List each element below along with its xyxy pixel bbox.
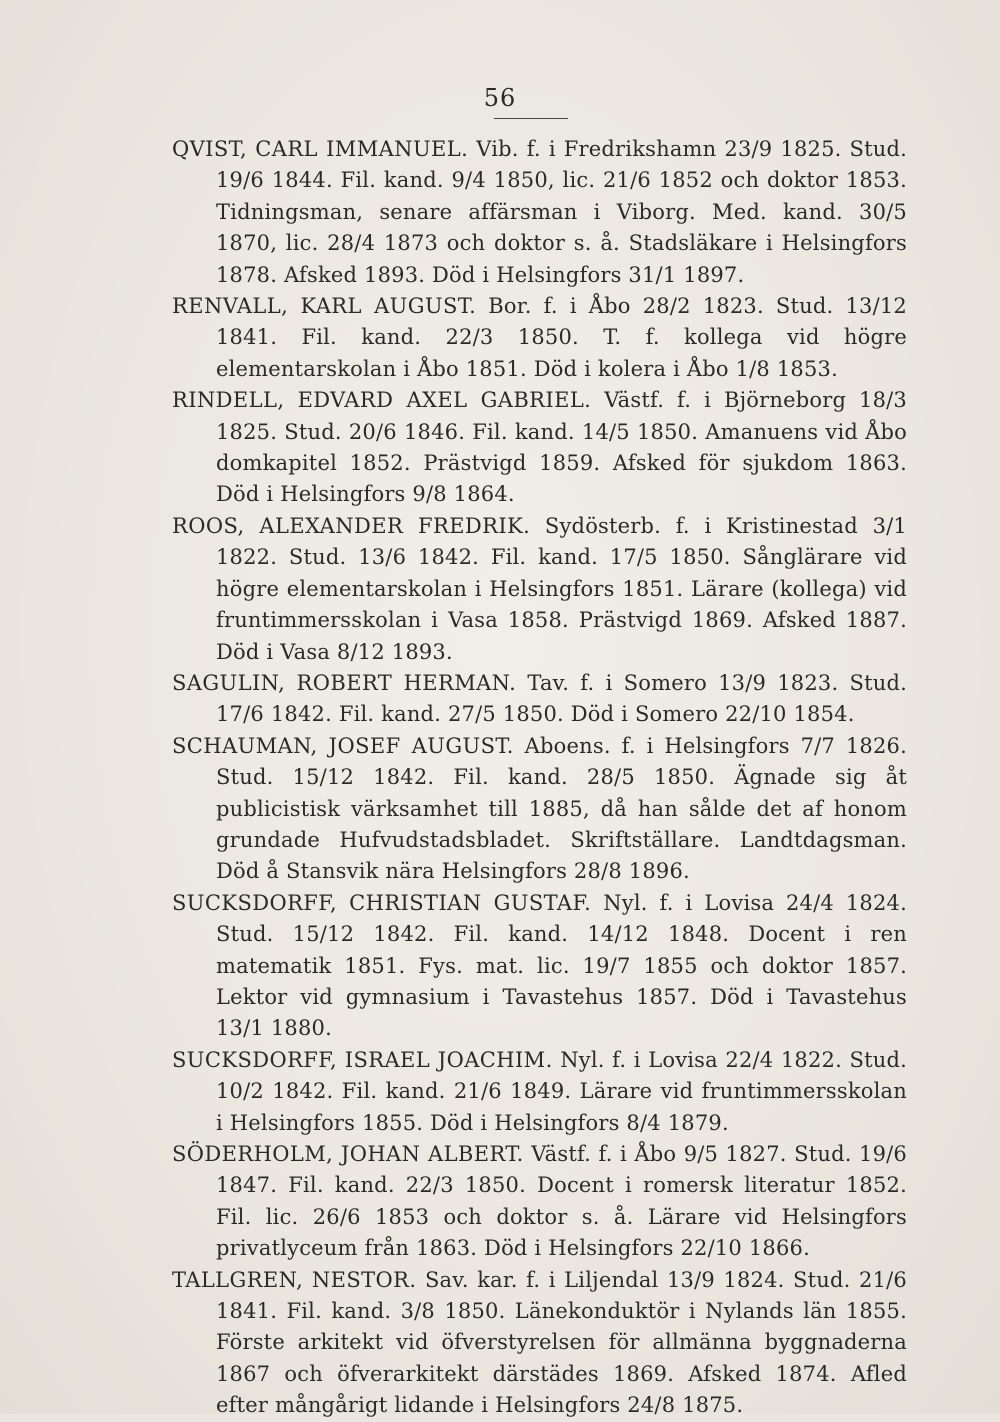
- entry-name: SUCKSDORFF, ISRAEL JOACHIM.: [172, 1047, 553, 1072]
- entry-sucksdorff-christian: [172, 888, 907, 1045]
- page-number-rule: [494, 118, 568, 119]
- biographical-entries: [172, 134, 907, 1422]
- entry-text: Västf. f. i Björneborg 18/3 1825. Stud. 20/6 1846. Fil. kand. 14/5 1850. Amanuens vid Åbo domkapitel 1852. Prästvigd 1859. Afsked för sjukdom 1863. Död i Helsingfors 9/8 1864.: [216, 388, 907, 507]
- entry-qvist: [172, 134, 907, 291]
- entry-name: RENVALL, KARL AUGUST.: [172, 294, 477, 319]
- entry-renvall: [172, 291, 907, 385]
- entry-rindell: [172, 385, 907, 511]
- entry-tallgren: [172, 1265, 907, 1422]
- entry-name: ROOS, ALEXANDER FREDRIK.: [172, 513, 531, 538]
- entry-text: Tav. f. i Somero 13/9 1823. Stud. 17/6 1842. Fil. kand. 27/5 1850. Död i Somero 22/10 1854.: [216, 670, 908, 727]
- entry-text: Sydösterb. f. i Kristinestad 3/1 1822. Stud. 13/6 1842. Fil. kand. 17/5 1850. Sånglärare vid högre elementarskolan i Helsingfors 1851. Lärare (kollega) vid fruntimmersskolan i Vasa 1858. Prästvigd 1869. Afsked 1887. Död i Vasa 8/12 1893.: [216, 513, 907, 664]
- entry-roos: [172, 511, 907, 668]
- entry-text: Sav. kar. f. i Liljendal 13/9 1824. Stud. 21/6 1841. Fil. kand. 3/8 1850. Länekonduktör i Nylands län 1855. Förste arkitekt vid öfverstyrelsen för allmänna byggnaderna 1867 och öfverarkitekt därstädes 1869. Afsked 1874. Afled efter mångårigt lidande i Helsingfors 24/8 1875.: [216, 1267, 907, 1418]
- entry-text: Bor. f. i Åbo 28/2 1823. Stud. 13/12 1841. Fil. kand. 22/3 1850. T. f. kollega vid högre elementarskolan i Åbo 1851. Död i kolera i Åbo 1/8 1853.: [216, 294, 907, 381]
- entry-name: RINDELL, EDVARD AXEL GABRIEL.: [172, 388, 592, 413]
- entry-sucksdorff-israel: [172, 1045, 907, 1139]
- entry-sagulin: [172, 668, 907, 731]
- entry-name: SCHAUMAN, JOSEF AUGUST.: [172, 733, 514, 758]
- entry-name: SUCKSDORFF, CHRISTIAN GUSTAF.: [172, 890, 592, 915]
- entry-text: Västf. f. i Åbo 9/5 1827. Stud. 19/6 1847. Fil. kand. 22/3 1850. Docent i romersk literatur 1852. Fil. lic. 26/6 1853 och doktor s. å. Lärare vid Helsingfors privatlyceum från 1863. Död i Helsingfors 22/10 1866.: [216, 1142, 907, 1261]
- page-number: 56: [483, 84, 517, 112]
- entry-schauman: [172, 731, 907, 888]
- entry-soderholm: [172, 1139, 907, 1265]
- entry-name: SÖDERHOLM, JOHAN ALBERT.: [172, 1142, 524, 1166]
- entry-text: Aboens. f. i Helsingfors 7/7 1826. Stud. 15/12 1842. Fil. kand. 28/5 1850. Ägnade sig åt publicistisk värksamhet till 1885, då han sålde det af honom grundade Hufvudstadsbladet. Skriftställare. Landtdagsman. Död å Stansvik nära Helsingfors 28/8 1896.: [216, 733, 907, 884]
- entry-text: Vib. f. i Fredrikshamn 23/9 1825. Stud. 19/6 1844. Fil. kand. 9/4 1850, lic. 21/6 1852 och doktor 1853. Tidningsman, senare affärsman i Viborg. Med. kand. 30/5 1870, lic. 28/4 1873 och doktor s. å. Stadsläkare i Helsingfors 1878. Afsked 1893. Död i Helsingfors 31/1 1897.: [216, 137, 907, 287]
- entry-name: SAGULIN, ROBERT HERMAN.: [172, 670, 517, 695]
- entry-name: TALLGREN, NESTOR.: [172, 1267, 417, 1292]
- entry-name: QVIST, CARL IMMANUEL.: [172, 137, 469, 161]
- entry-text: Nyl. f. i Lovisa 22/4 1822. Stud. 10/2 1842. Fil. kand. 21/6 1849. Lärare vid fruntimmersskolan i Helsingfors 1855. Död i Helsingfors 8/4 1879.: [216, 1047, 907, 1135]
- entry-text: Nyl. f. i Lovisa 24/4 1824. Stud. 15/12 1842. Fil. kand. 14/12 1848. Docent i ren matematik 1851. Fys. mat. lic. 19/7 1855 och doktor 1857. Lektor vid gymnasium i Tavastehus 1857. Död i Tavastehus 13/1 1880.: [216, 890, 907, 1041]
